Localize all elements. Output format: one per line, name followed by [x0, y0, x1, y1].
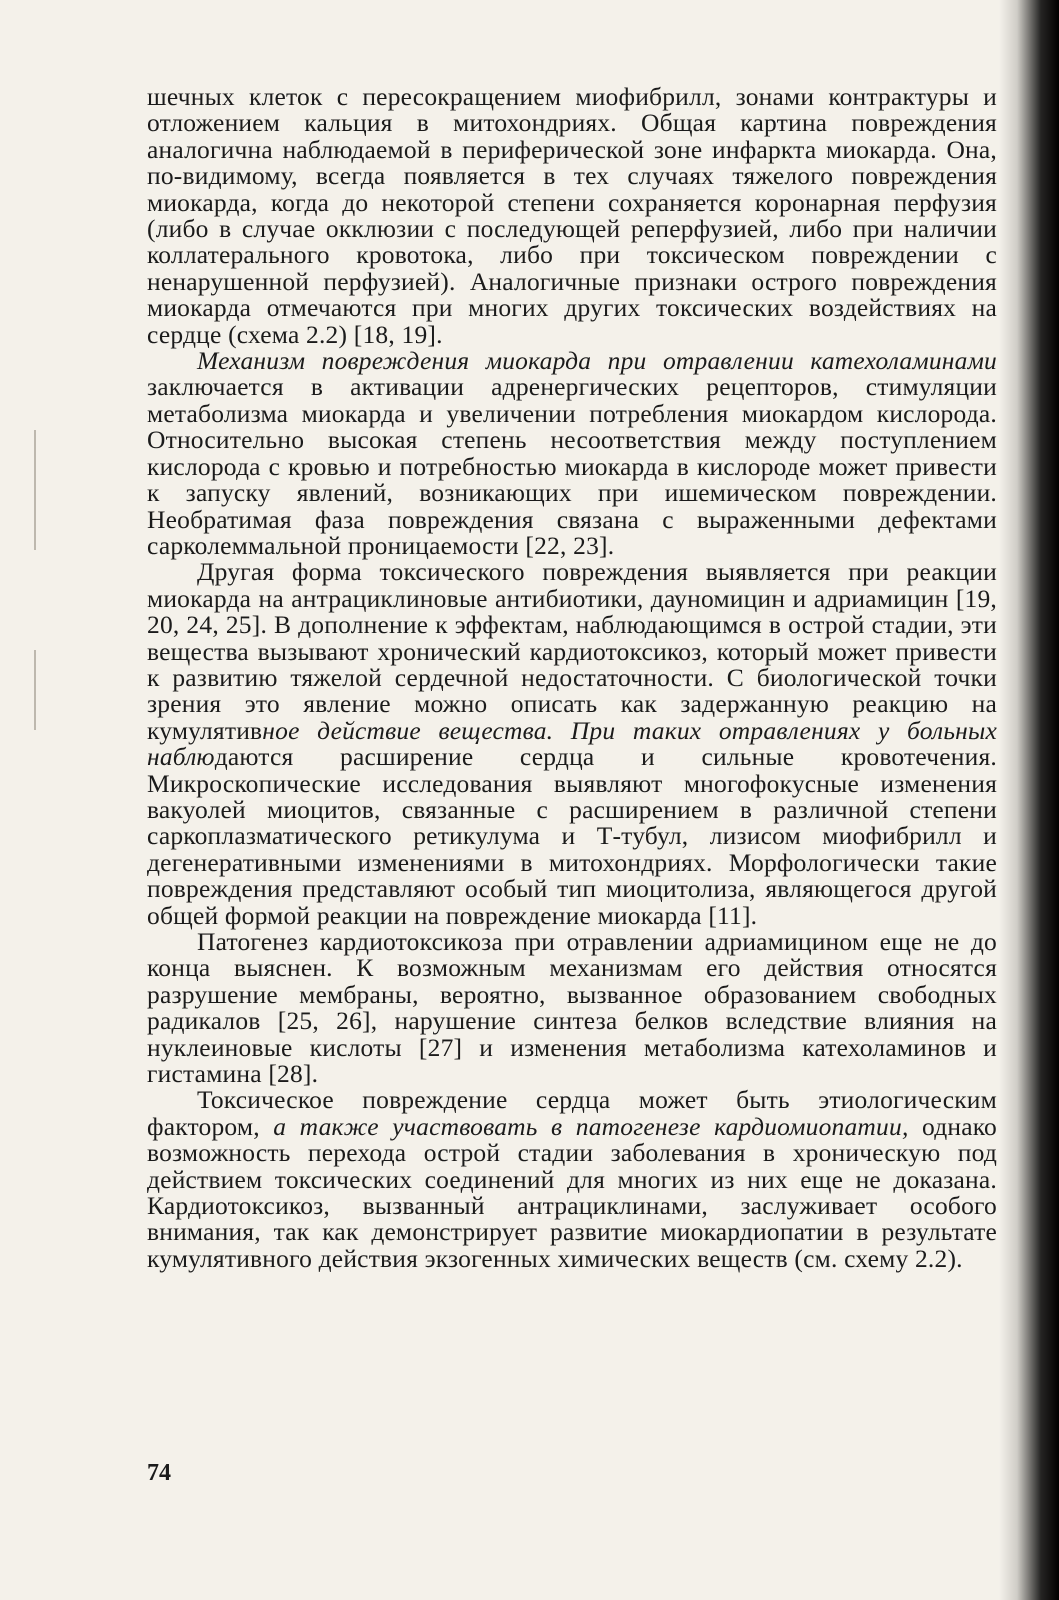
paragraph-1 — [147, 84, 997, 348]
text-segment: однако возможность перехода острой стадии заболевания в хроническую под действием токсических соединений для многих из них еще не доказана. Кардиотоксикоз, вызванный антрациклинами, заслуживает особого внимания, так как демонстрирует развитие миокардиопатии в результате кумулятивного действия экзогенных химических веществ (см. схему 2.2). — [147, 1111, 997, 1273]
text-segment: заключается в активации адренергических рецепторов, стимуляции метаболизма миокарда и увеличении потребления миокардом кислорода. Относительно высокая степень несоответствия между поступлением кислорода с кровью и потребностью миокарда в кислороде может привести к запуску явлений, возникающих при ишемическом повреждении. Необратимая фаза повреждения связана с выраженными дефектами сарколеммальной проницаемости [22, 23]. — [147, 372, 997, 560]
paragraph-4 — [147, 929, 997, 1087]
text-segment: шечных клеток с пересокращением миофибрилл, зонами контрактуры и отложением кальция в митохондриях. Общая картина повреждения аналогична наблюдаемой в периферической зоне инфаркта миокарда. Она, по-видимому, всегда появляется в тех случаях тяжелого повреждения миокарда, когда до некоторой степени сохраняется коронарная перфузия (либо в случае окклюзии с последующей реперфузией, либо при наличии коллатерального кровотока, либо при токсическом повреждении с ненарушенной перфузией). Аналогичные признаки острого повреждения миокарда отмечаются при многих других токсических воздействиях на сердце (схема 2.2) [18, 19]. — [147, 82, 997, 349]
body-text — [147, 84, 997, 1272]
margin-mark — [34, 430, 36, 550]
text-segment: Другая форма токсического повреждения выявляется при реакции миокарда на антрациклиновые антибиотики, дауномицин и адриамицин [19, 20, 24, 25]. В дополнение к эффектам, наблюдающимся в острой стадии, эти вещества вызывают хронический кардиотоксикоз, который может привести к развитию тяжелой сердечной недостаточности. С биологической точки зрения это явление можно описать как задержанную реакцию на кумулятив — [147, 557, 997, 745]
italic-segment: а также участвовать в патогенезе кардиомиопатии, — [273, 1111, 909, 1141]
text-segment: Патогенез кардиотоксикоза при отравлении адриамицином еще не до конца выяснен. К возможным механизмам его действия относятся разрушение мембраны, вероятно, вызванное образованием свободных радикалов [25, 26], нарушение синтеза белков вследствие влияния на нуклеиновые кислоты [27] и изменения метаболизма катехоламинов и гистамина [28]. — [147, 927, 997, 1089]
book-spine-shadow — [999, 0, 1059, 1600]
italic-segment: ное действие вещества. При таких отравлениях у больных наблю — [147, 715, 997, 772]
text-segment: Токсическое повреждение сердца может быть этиологическим фактором, — [147, 1085, 997, 1141]
margin-mark — [34, 650, 36, 730]
paragraph-5 — [147, 1087, 997, 1272]
page-number: 74 — [147, 1460, 171, 1486]
text-segment: даются расширение сердца и сильные кровотечения. Микроскопические исследования выявляют многофокусные изменения вакуолей миоцитов, связанные с расширением в различной степени саркоплазматического ретикулума и Т-тубул, лизисом миофибрилл и дегенеративными изменениями в митохондриях. Морфологически такие повреждения представляют особый тип миоцитолиза, являющегося другой общей формой реакции на повреждение миокарда [11]. — [147, 742, 997, 930]
italic-segment: Механизм повреждения миокарда при отравлении катехоламинами — [197, 346, 997, 376]
paragraph-3 — [147, 559, 997, 929]
paragraph-2 — [147, 348, 997, 559]
